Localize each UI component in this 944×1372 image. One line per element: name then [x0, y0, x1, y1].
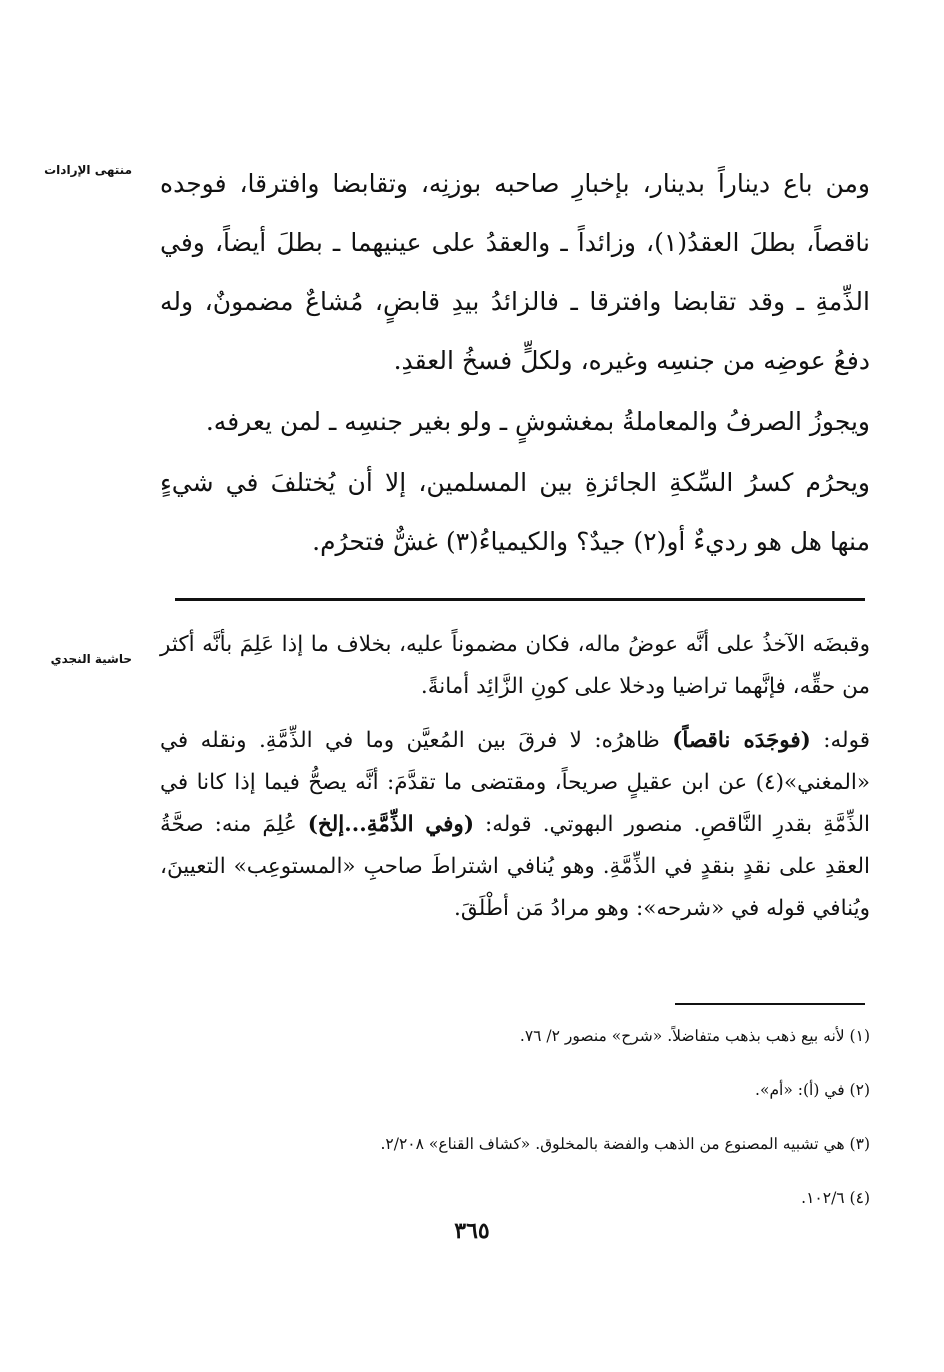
main-text — [160, 154, 870, 571]
matn-paragraph-3: ويحرُم كسرُ السِّكةِ الجائزةِ بين المسلمين، إلا أن يُختلفَ في شيءٍ منها هل هو رديءٌ أو(٢) جيدٌ؟ والكيمياءُ(٣) غشٌّ فتحرُم. — [160, 468, 870, 556]
matn-paragraph-1: ومن باع ديناراً بدينار، بإخبارِ صاحبه بوزنِه، وتقابضا وافترقا، فوجده ناقصاً، بطلَ العقدُ(١)، وزائداً ـ والعقدُ على عينيهما ـ بطلَ أيضاً، وفي الذِّمةِ ـ وقد تقابضا وافترقا ـ فالزائدُ بيدِ قابضٍ، مُشاعٌ مضمونٌ، وله دفعُ عوضِه من جنسِه وغيره، ولكلٍّ فسخُ العقدِ. — [160, 169, 870, 375]
section-divider — [175, 598, 865, 601]
footnote-3: (٣) هي تشبيه المصنوع من الذهب والفضة بالمخلوق. «كشاف القناع» ٢/٢٠٨. — [380, 1135, 870, 1153]
footnotes — [160, 1026, 870, 1242]
footnote-2: (٢) في (أ): «أم». — [755, 1081, 870, 1099]
book-title-label: منتهى الإرادات — [44, 163, 132, 177]
quoted-phrase-2: (وفي الذِّمَّةِ...إلخ) — [307, 812, 474, 837]
quoted-phrase-1: (فوجَدَه ناقصاً) — [672, 728, 811, 753]
commentary-text — [160, 624, 870, 930]
footnote-1: (١) لأنه بيع ذهب بذهب متفاضلاً. «شرح» منصور ٢/ ٧٦. — [519, 1027, 870, 1045]
commentary-prefix: قوله: — [810, 728, 870, 753]
commentary-title-label: حاشية النجدي — [50, 652, 132, 666]
matn-paragraph-2: ويجوزُ الصرفُ والمعاملةُ بمغشوشٍ ـ ولو بغير جنسِه ـ لمن يعرفه. — [205, 407, 870, 436]
commentary-suffix: عُلِمَ منه: صحَّةُ العقدِ على نقدٍ بنقدٍ في الذِّمَّةِ. وهو يُنافي اشتراطَ صاحبِ «المستوعِب» التعيينَ، ويُنافي قوله في «شرحه»: وهو مرادُ مَن أطْلَقَ. — [160, 812, 870, 921]
commentary-middle: ظاهرُه: لا فرقَ بين المُعيَّن وما في الذِّمَّةِ. ونقله في «المغني»(٤) عن ابن عقيلٍ صريحاً، ومقتضى ما تقدَّمَ: أنَّه يصحُّ فيما إذا كانا في الذِّمَّةِ بقدرِ النَّاقصِ. منصور البهوتي. قوله: — [160, 728, 871, 837]
commentary-paragraph-2 — [160, 720, 870, 930]
footnote-4: (٤) ١٠٢/٦. — [801, 1189, 870, 1207]
commentary-paragraph-1: وقبضَه الآخذُ على أنَّه عوضُ ماله، فكان مضموناً عليه، بخلاف ما إذا عَلِمَ بأنَّه أكثر من حقِّه، فإنَّهما تراضيا ودخلا على كونِ الزَّائِد أمانةً. — [160, 632, 870, 699]
footnote-divider — [675, 1003, 865, 1005]
page-number: ٣٦٥ — [454, 1218, 490, 1244]
